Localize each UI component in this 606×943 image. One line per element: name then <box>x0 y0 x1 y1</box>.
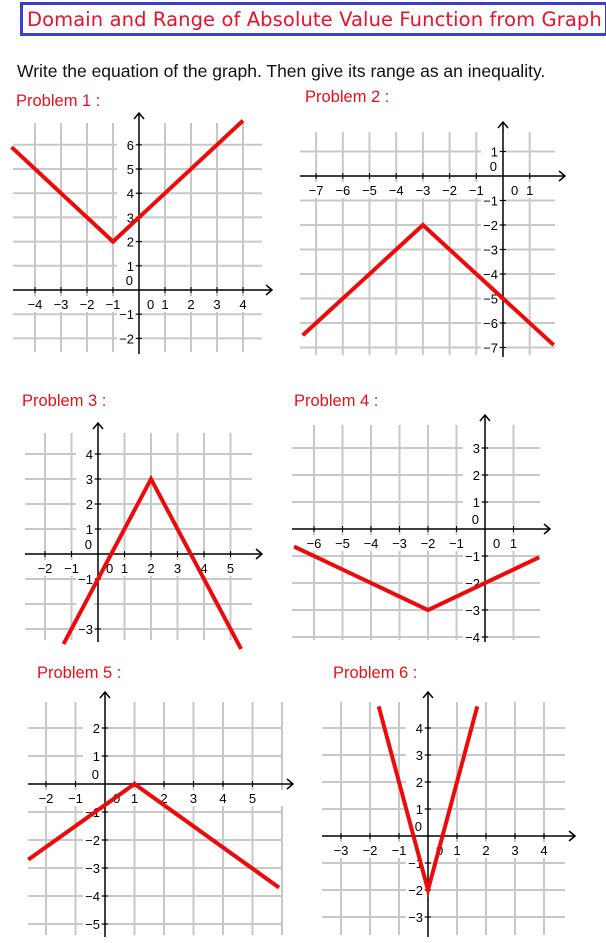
y-tick-label: −3 <box>408 910 423 925</box>
y-tick-label: −4 <box>465 630 480 645</box>
x-tick-label: −6 <box>335 183 351 198</box>
y-tick-label: −2 <box>465 576 480 591</box>
problem-5-label: Problem 5 : <box>37 664 122 682</box>
x-tick-label: 3 <box>213 297 221 312</box>
x-tick-label: 1 <box>453 843 461 858</box>
x-tick-label: −1 <box>468 183 484 198</box>
x-tick-label: −2 <box>37 561 53 576</box>
x-tick-label: −5 <box>362 183 377 198</box>
x-tick-label: −1 <box>105 297 121 312</box>
y-tick-label: −1 <box>78 572 93 587</box>
problem-6-label: Problem 6 : <box>333 664 418 682</box>
x-tick-label: −2 <box>79 297 95 312</box>
problem-2-label: Problem 2 : <box>305 88 390 106</box>
x-tick-label: −4 <box>27 297 43 312</box>
x-tick-label: −4 <box>363 536 379 551</box>
y-tick-label: 2 <box>472 468 480 483</box>
y-tick-label: −5 <box>483 291 498 307</box>
x-tick-label: 2 <box>160 791 168 806</box>
x-tick-label: 3 <box>173 561 182 576</box>
x-tick-label: −2 <box>442 183 458 198</box>
x-tick-label: 3 <box>511 843 519 858</box>
x-tick-label: −2 <box>38 791 54 806</box>
y-tick-label: −1 <box>465 549 480 564</box>
y-tick-label: −2 <box>408 883 423 898</box>
x-tick-label: −1 <box>449 536 464 551</box>
x-tick-label: 4 <box>540 843 548 858</box>
x-tick-label: −1 <box>64 561 79 576</box>
y-tick-label: 3 <box>85 472 93 487</box>
x-tick-label: 1 <box>509 536 518 551</box>
y-tick-label: 3 <box>472 441 480 456</box>
x-tick-label: −5 <box>335 536 350 551</box>
x-tick-label: −3 <box>53 297 69 312</box>
x-tick-label: 1 <box>120 561 129 576</box>
x-tick-label: 2 <box>187 297 195 312</box>
x-tick-label: −7 <box>308 183 324 198</box>
x-tick-label: 1 <box>161 297 169 312</box>
worksheet-title: Domain and Range of Absolute Value Function from Graph <box>20 2 606 36</box>
x-tick-label: 1 <box>130 791 139 806</box>
x-tick-label: 5 <box>226 561 235 576</box>
y-tick-label: 3 <box>126 210 134 226</box>
x-tick-label: −6 <box>306 536 322 551</box>
y-tick-label: 0 <box>489 159 497 174</box>
x-tick-label: −2 <box>420 536 436 551</box>
x-tick-label: −3 <box>392 536 407 551</box>
x-tick-label: 0 <box>147 297 155 312</box>
x-tick-label: −1 <box>391 843 407 858</box>
x-tick-label: −3 <box>333 843 349 858</box>
y-tick-label: −1 <box>85 805 100 820</box>
y-tick-label: −1 <box>119 307 134 323</box>
y-tick-label: 1 <box>92 749 100 764</box>
y-tick-label: −2 <box>119 331 134 347</box>
x-tick-label: 1 <box>526 183 534 198</box>
y-tick-label: 2 <box>92 721 100 736</box>
y-tick-label: −3 <box>483 242 498 258</box>
x-tick-label: 4 <box>219 791 227 806</box>
y-tick-label: −3 <box>465 603 480 618</box>
y-tick-label: 4 <box>415 721 423 736</box>
y-tick-label: −3 <box>78 622 93 637</box>
problem-3-label: Problem 3 : <box>22 392 107 410</box>
y-tick-label: −3 <box>85 861 100 876</box>
x-tick-label: −2 <box>362 843 378 858</box>
x-tick-label: −1 <box>68 791 83 806</box>
problem-4-label: Problem 4 : <box>294 392 379 410</box>
y-tick-label: −7 <box>483 340 498 356</box>
problem-1-label: Problem 1 : <box>16 92 101 110</box>
y-tick-label: 0 <box>414 819 422 834</box>
x-tick-label: 0 <box>493 536 501 551</box>
instructions: Write the equation of the graph. Then give its range as an inequality. <box>17 61 546 81</box>
y-tick-label: −5 <box>85 917 100 932</box>
y-tick-label: 1 <box>415 802 423 817</box>
x-tick-label: 0 <box>113 791 121 806</box>
y-tick-label: −1 <box>483 193 498 209</box>
y-tick-label: −4 <box>483 267 498 282</box>
y-tick-label: 2 <box>85 497 93 512</box>
y-tick-label: 0 <box>91 767 99 782</box>
y-tick-label: 6 <box>126 137 134 153</box>
y-tick-label: −2 <box>85 833 100 848</box>
x-tick-label: −3 <box>415 183 431 198</box>
y-tick-label: 3 <box>415 748 423 763</box>
y-tick-label: 2 <box>415 775 423 790</box>
y-tick-label: 1 <box>472 495 480 510</box>
y-tick-label: −2 <box>483 218 498 233</box>
y-tick-label: 4 <box>85 447 93 462</box>
x-tick-label: 0 <box>511 183 519 198</box>
x-tick-label: 4 <box>200 561 208 576</box>
x-tick-label: 5 <box>248 791 257 806</box>
y-tick-label: 1 <box>85 522 93 537</box>
y-tick-label: 0 <box>471 512 479 527</box>
y-tick-label: 5 <box>126 162 134 177</box>
x-tick-label: 2 <box>147 561 155 576</box>
x-tick-label: −4 <box>388 183 404 198</box>
x-tick-label: 0 <box>436 843 444 858</box>
x-tick-label: 4 <box>239 297 247 312</box>
x-tick-label: 2 <box>482 843 490 858</box>
y-tick-label: 1 <box>126 258 134 274</box>
x-tick-label: 0 <box>106 561 114 576</box>
y-tick-label: −6 <box>483 316 498 331</box>
y-tick-label: −1 <box>408 856 423 871</box>
y-tick-label: −4 <box>85 889 100 904</box>
y-tick-label: 0 <box>125 273 133 288</box>
y-tick-label: 1 <box>490 144 498 160</box>
y-tick-label: 2 <box>126 234 134 250</box>
x-tick-label: 3 <box>189 791 198 806</box>
y-tick-label: 0 <box>84 537 92 552</box>
y-tick-label: 4 <box>126 186 134 202</box>
x-label-strip <box>322 842 565 858</box>
